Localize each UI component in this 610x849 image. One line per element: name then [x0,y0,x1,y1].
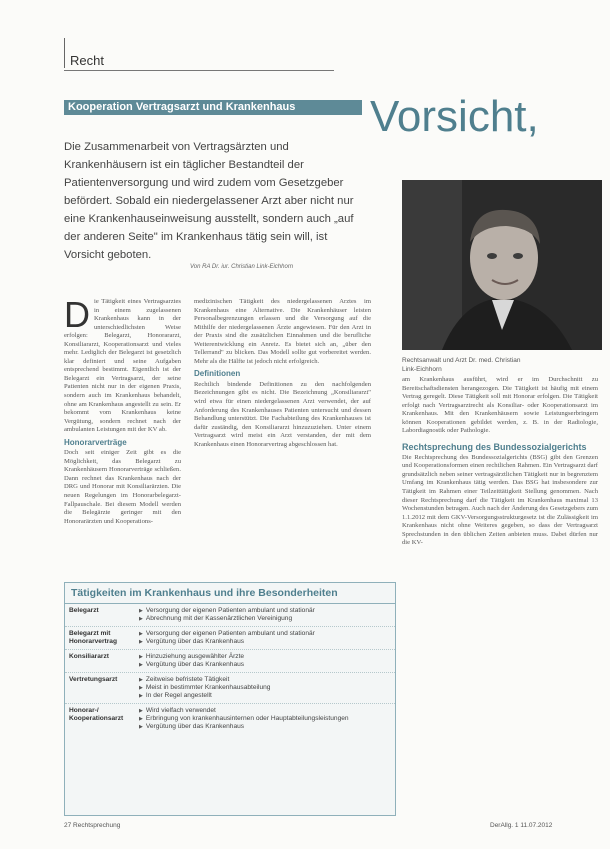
table-title: Tätigkeiten im Krankenhaus und ihre Besonderheiten [65,583,395,604]
row-item: ▶ In der Regel angestellt [139,692,395,700]
row-label: Vertretungsarzt [69,676,118,683]
row-item: ▶ Erbringung von krankenhausinternen oder Hauptabteilungsleistungen [139,715,395,723]
body-paragraph: Doch seit einiger Zeit gibt es die Möglichkeit, das Belegarzt zu Krankenhäusern Honorarverträge schließen. Dann rechnet das Krankenhaus nach der DRG und Honorar mit Konsiliarärzten. Die neuen Regelungen im Honorarbelegarzt-Fallpauschale. Bei diesem Modell werden die Belegärzte geringer mit den Honorarärzten und Kooperations- [64,449,181,525]
row-item: ▶ Vergütung über das Krankenhaus [139,723,395,731]
lead-paragraph: Die Zusammenarbeit von Vertragsärzten und Krankenhäusern ist ein täglicher Bestandteil der Patientenversorgung und wird zudem vom Gesetzgeber befördert. Sobald ein niedergelassener Arzt aber nicht nur eine Krankenhauseinweisung ausstellt, sondern auch „auf der anderen Seite" im Krankenhaus tätig sein will, ist Vorsicht geboten. [64,141,354,261]
row-item: ▶ Versorgung der eigenen Patienten ambulant und stationär [139,607,395,615]
body-column-1 [64,294,181,526]
body-column-3 [402,376,598,548]
row-item: ▶ Hinzuziehung ausgewählter Ärzte [139,653,395,661]
table-row [65,650,395,673]
table-row [65,627,395,650]
row-item: ▶ Zeitweise befristete Tätigkeit [139,676,395,684]
table-row [65,604,395,627]
body-paragraph: Die Rechtsprechung des Bundessozialgerichts (BSG) gibt den Grenzen und Kooperationsformen einen rechtlichen Rahmen. Ein Vertragsarzt darf grundsätzlich neben seiner vertragsärztlichen Tätigkeit nur in begrenztem Umfang im Krankenhaus tätig werden. Das BSG hat insbesondere zur Tätigkeit im Rahmen einer Teilzeittätigkeit Stellung genommen. Nach dieser Rechtsprechung darf die Tätigkeit im Krankenhaus maximal 13 Wochenstunden betragen. Auch nach der Änderung des Gesetzgebers zum 1.1.2012 mit dem GKV-Versorgungsstrukturgesetz ist die Zulässigkeit im Krankenhaus nicht ohne Weiteres gegeben, so dass der Vertragsarzt Sprechstunden in den üblichen Zeiten anbieten muss. Dabei dürfen nur die KV- [402,453,598,547]
row-item: ▶ Meist in bestimmter Krankenhausabteilung [139,684,395,692]
section-label: Recht [70,53,104,68]
subheading-definitionen: Definitionen [194,369,241,379]
row-item: ▶ Vergütung über das Krankenhaus [139,661,395,669]
article-kicker: Kooperation Vertragsarzt und Krankenhaus [68,101,296,113]
photo-caption: Rechtsanwalt und Arzt Dr. med. Christian Link-Eichhorn [402,357,521,373]
author-byline: Von RA Dr. iur. Christian Link-Eichhorn [190,264,294,270]
row-label: Konsiliararzt [69,653,109,660]
portrait-illustration [402,180,602,350]
heading-bar [64,100,362,115]
subheading-rechtsprechung: Rechtsprechung des Bundessozialgerichts [402,441,587,452]
row-item: ▶ Wird vielfach verwendet [139,707,395,715]
row-label: Belegarzt mit Honorarvertrag [69,630,118,645]
section-marker [64,38,65,68]
author-photo [402,180,602,350]
article-title: Vorsicht, [370,92,539,141]
info-table [64,582,396,816]
footer-issue: DerAllg. 1 11.07.2012 [490,822,553,829]
row-label: Belegarzt [69,607,99,614]
row-item: ▶ Vergütung über das Krankenhaus [139,638,395,646]
section-rule [64,70,334,71]
row-item: ▶ Abrechnung mit der Kassenärztlichen Vereinigung [139,615,395,623]
body-column-2 [194,298,371,449]
body-paragraph: am Krankenhaus ausführt, wird er im Durchschnitt zu Bereitschaftsdiensten herangezogen. Die Tätigkeit ist häufig mit einem Vertrag geregelt. Diese Tätigkeit soll mit Honorar erfolgen. Die Tätigkeit erfolgt nach Vertragsarztrecht als Konsiliar- oder Kooperationsarzt im Krankenhaus. Mit den Krankenhäusern sowie Leistungserbringern können Kooperationen gebildet werden, z. B. in der Radiologie, Labordiagnostik oder Pathologie. [402,376,598,435]
body-paragraph: medizinischen Tätigkeit des niedergelassenen Arztes im Krankenhaus eine Alternative. Die Krankenhäuser leisten Personalbegrenzungen erlassen und die Versorgung auf die Mithilfe der niedergelassenen Ärzte angewiesen. Für den Arzt in der Praxis sind die zusätzlichen Einnahmen und die berufliche Weiterentwicklung ein Anreiz. Es bietet sich an, „über den Tellerrand" zu blicken. Das Modell sollte gut vorbereitet werden. Mehr als die Hälfte ist jedoch nicht erfolgreich. [194,298,371,365]
table-row [65,704,395,734]
row-item: ▶ Versorgung der eigenen Patienten ambulant und stationär [139,630,395,638]
subheading-honorar: Honorarverträge [64,437,127,447]
table-row [65,673,395,704]
body-paragraph: Rechtlich bindende Definitionen zu den nachfolgenden Bezeichnungen gibt es nicht. Die Bezeichnung „Konsiliararzt" wird etwa für einen niedergelassenen Arzt verwendet, der auf Anforderung des Krankenhauses Patienten untersucht und dessen Behandlung unterstützt. Die Fachabteilung des Krankenhauses ist dafür zuständig, den Konsiliararzt hinzuzuziehen. Unter einem Vertragsarzt wird meist ein Arzt verstanden, der mit dem Krankenhaus einen Honorarvertrag abgeschlossen hat. [194,380,371,448]
body-paragraph: ie Tätigkeit eines Vertragsarztes in einem zugelassenen Krankenhaus kann in der unterschiedlichsten Weise erfolgen: Belegarzt, Honorararzt, Konsiliararzt, Kooperationsarzt und vieles mehr. Lediglich der Belegarzt ist gesetzlich klar definiert und seine Aufgaben entsprechend bestimmt. Eigentlich ist der Belegarzt ein Vertragsarzt, der seine Patienten nicht nur in der eigenen Praxis, sondern auch im Krankenhaus behandelt, ohne am Krankenhaus angestellt zu sein. Er bekommt vom Krankenhaus keine Vergütung, sondern rechnet nach der ambulanten Leistungen mit der KV ab. [64,298,181,434]
footer-page-number: 27 Rechtsprechung [64,822,121,829]
row-label: Honorar-/ Kooperationsarzt [69,707,124,722]
drop-cap: D [64,294,90,335]
